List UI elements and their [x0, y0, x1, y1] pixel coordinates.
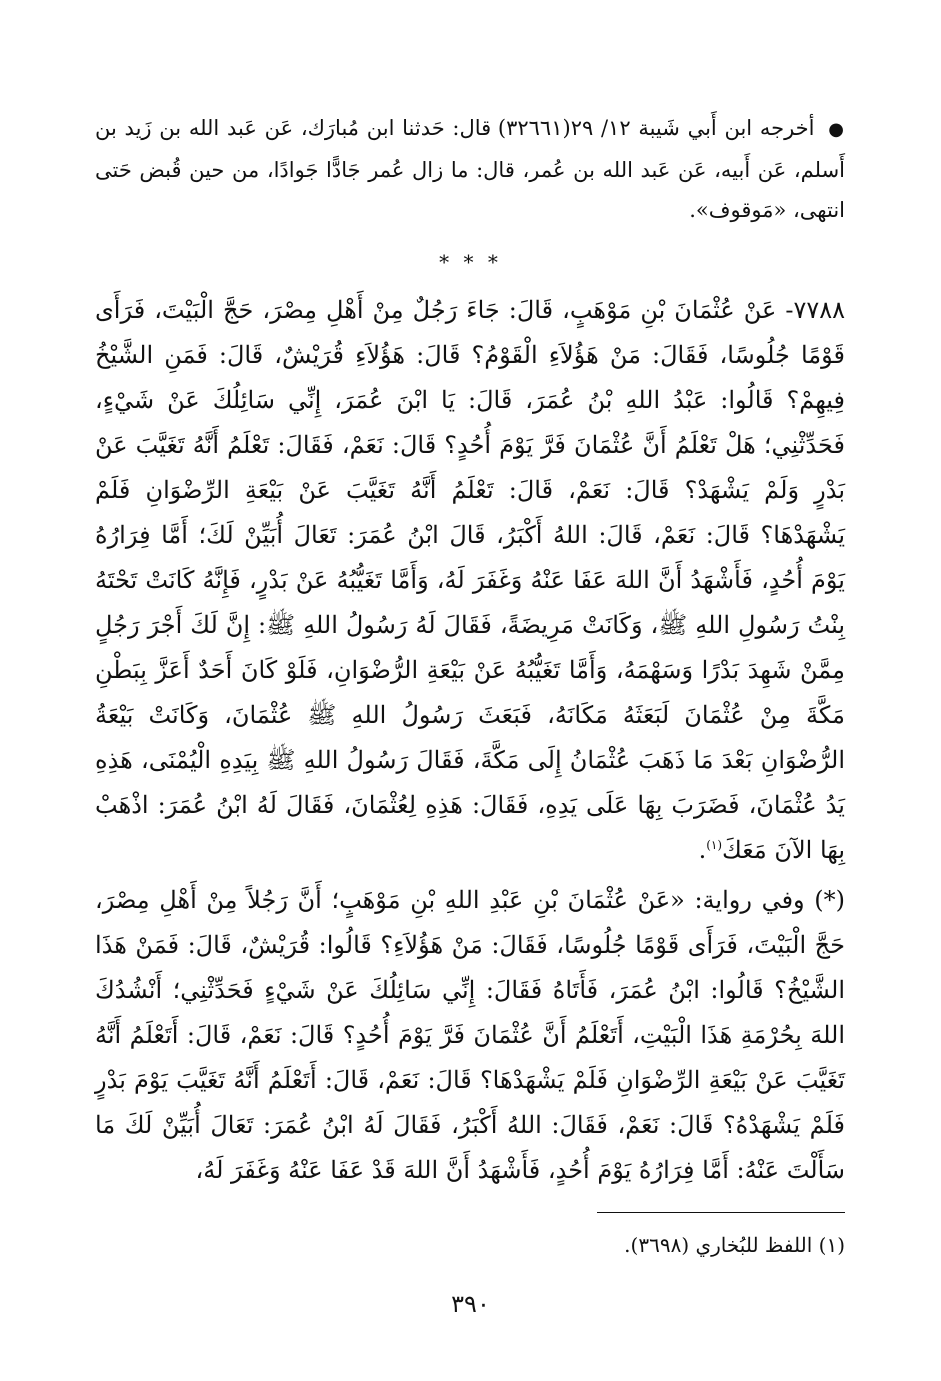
hadith-text: ٧٧٨٨- عَنْ عُثْمَانَ بْنِ مَوْهَبٍ، قَالَ: جَاءَ رَجُلٌ مِنْ أَهْلِ مِصْرَ، حَجَّ الْبَيْتَ، فَرَأَى قَوْمًا جُلُوسًا، فَقَالَ: مَنْ هَؤُلاَءِ الْقَوْمُ؟ قَالَ: هَؤُلاَءِ قُرَيْشٌ، قَالَ: فَمَنِ الشَّيْخُ فِيهِمْ؟ قَالُوا: عَبْدُ اللهِ بْنُ عُمَرَ، قَالَ: يَا ابْنَ عُمَرَ، إِنِّي سَائِلُكَ عَنْ شَيْءٍ، فَحَدِّثْنِي؛ هَلْ تَعْلَمُ أَنَّ عُثْمَانَ فَرَّ يَوْمَ أُحُدٍ؟ قَالَ: نَعَمْ، فَقَالَ: تَعْلَمُ أَنَّهُ تَغَيَّبَ عَنْ بَدْرٍ وَلَمْ يَشْهَدْ؟ قَالَ: نَعَمْ، قَالَ: تَعْلَمُ أَنَّهُ تَغَيَّبَ عَنْ بَيْعَةِ الرِّضْوَانِ فَلَمْ يَشْهَدْهَا؟ قَالَ: نَعَمْ، قَالَ: اللهُ أَكْبَرُ، قَالَ ابْنُ عُمَرَ: تَعَالَ أُبَيِّنْ لَكَ؛ أَمَّا فِرَارُهُ يَوْمَ أُحُدٍ، فَأَشْهَدُ أَنَّ اللهَ عَفَا عَنْهُ وَغَفَرَ لَهُ، وَأَمَّا تَغَيُّبُهُ عَنْ بَدْرٍ، فَإِنَّهُ كَانَتْ تَحْتَهُ بِنْتُ رَسُولِ اللهِ ﷺ، وَكَانَتْ مَرِيضَةً، فَقَالَ لَهُ رَسُولُ اللهِ ﷺ: إِنَّ لَكَ أَجْرَ رَجُلٍ مِمَّنْ شَهِدَ بَدْرًا وَسَهْمَهُ، وَأَمَّا تَغَيُّبُهُ عَنْ بَيْعَةِ الرُّضْوَانِ، فَلَوْ كَانَ أَحَدٌ أَعَزَّ بِبَطْنِ مَكَّةَ مِنْ عُثْمَانَ لَبَعَثَهُ مَكَانَهُ، فَبَعَثَ رَسُولُ اللهِ ﷺ عُثْمَانَ، وَكَانَتْ بَيْعَةُ الرُّضْوَانِ بَعْدَ مَا ذَهَبَ عُثْمَانُ إِلَى مَكَّةَ، فَقَالَ رَسُولُ اللهِ ﷺ بِيَدِهِ الْيُمْنَى، هَذِهِ يَدُ عُثْمَانَ، فَضَرَبَ بِهَا عَلَى يَدِهِ، فَقَالَ: هَذِهِ لِعُثْمَانَ، فَقَالَ لَهُ ابْنُ عُمَرَ: اذْهَبْ بِهَا الآنَ مَعَكَ: [95, 296, 845, 864]
riwaya-paragraph: [95, 878, 845, 1193]
riwaya-text: (*) وفي رواية: «عَنْ عُثْمَانَ بْنِ عَبْدِ اللهِ بْنِ مَوْهَبٍ؛ أَنَّ رَجُلاً مِنْ أَهْلِ مِصْرَ، حَجَّ الْبَيْتَ، فَرَأَى قَوْمًا جُلُوسًا، فَقَالَ: مَنْ هَؤُلاَءِ؟ قَالُوا: قُرَيْشٌ، قَالَ: فَمَنْ هَذَا الشَّيْخُ؟ قَالُوا: ابْنُ عُمَرَ، فَأَتَاهُ فَقَالَ: إِنِّي سَائِلُكَ عَنْ شَيْءٍ فَحَدِّثْنِي؛ أَنْشُدُكَ اللهَ بِحُرْمَةِ هَذَا الْبَيْتِ، أَتَعْلَمُ أَنَّ عُثْمَانَ فَرَّ يَوْمَ أُحُدٍ؟ قَالَ: نَعَمْ، قَالَ: أَتَعْلَمُ أَنَّهُ تَغَيَّبَ عَنْ بَيْعَةِ الرِّضْوَانِ فَلَمْ يَشْهَدْهَا؟ قَالَ: نَعَمْ، قَالَ: أَتَعْلَمُ أَنَّهُ تَغَيَّبَ يَوْمَ بَدْرٍ فَلَمْ يَشْهَدْهُ؟ قَالَ: نَعَمْ، فَقَالَ: اللهُ أَكْبَرُ، فَقَالَ لَهُ ابْنُ عُمَرَ: تَعَالَ أُبَيِّنْ لَكَ مَا سَأَلْتَ عَنْهُ: أَمَّا فِرَارُهُ يَوْمَ أُحُدٍ، فَأَشْهَدُ أَنَّ اللهَ قَدْ عَفَا عَنْهُ وَغَفَرَ لَهُ،: [95, 886, 846, 1184]
hadith-paragraph: [95, 288, 845, 873]
page-number: ٣٩٠: [451, 1290, 490, 1318]
intro-paragraph: [95, 108, 845, 230]
footnote-divider: [597, 1212, 845, 1213]
footnote-reference: (١): [706, 838, 723, 852]
footnote: [95, 1228, 845, 1262]
intro-text: أخرجه ابن أَبي شَيبة ١٢/ ٢٩(٣٢٦٦١) قال: حَدثنا ابن مُبارَك، عَن عَبد الله بن زَيد بن أَسلم، عَن أَبيه، عَن عَبد الله بن عُمر، قال: ما زال عُمر جَادًّا جَوادًا، من حين قُبض حَتى انتهى، «مَوقوف».: [95, 116, 845, 222]
hadith-end: .: [698, 836, 707, 864]
bullet-icon: ●: [828, 119, 845, 140]
footnote-text: (١) اللفظ للبُخاري (٣٦٩٨).: [624, 1233, 845, 1257]
section-separator: * * *: [439, 250, 502, 274]
